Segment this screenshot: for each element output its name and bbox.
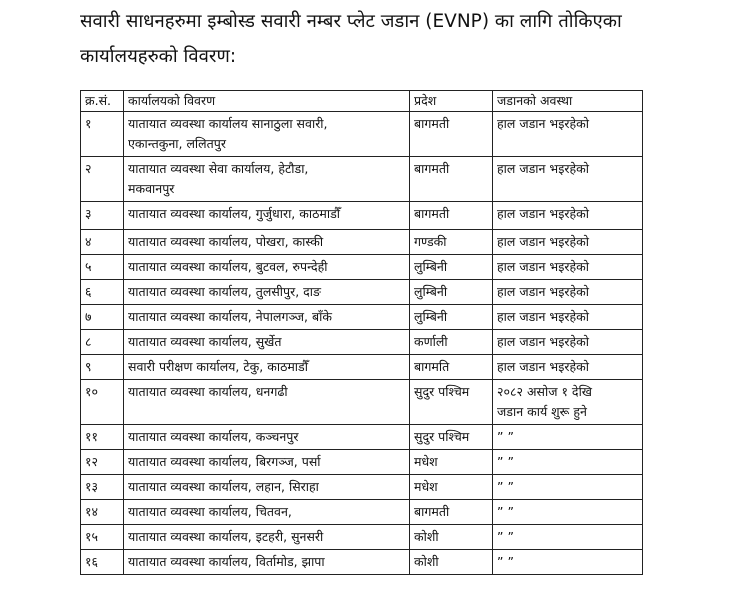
office-line: यातायात व्यवस्था सेवा कार्यालय, हेटौडा, (128, 161, 309, 176)
status-line: हाल जडान भइरहेको (497, 116, 589, 131)
row-serial: ३ (81, 202, 124, 230)
row-province: लुम्बिनी (410, 280, 493, 305)
row-status (493, 525, 643, 550)
row-serial: ७ (81, 305, 124, 330)
status-line: हाल जडान भइरहेको (497, 234, 589, 249)
status-line: ” ” (497, 454, 514, 469)
row-status (493, 425, 643, 450)
table-row (81, 450, 643, 475)
row-province: बागमति (410, 355, 493, 380)
header-office: कार्यालयको विवरण (124, 91, 410, 112)
row-status (493, 202, 643, 230)
header-status: जडानको अवस्था (493, 91, 643, 112)
table-row (81, 305, 643, 330)
row-office (124, 202, 410, 230)
table-body (81, 112, 643, 575)
row-serial: २ (81, 157, 124, 202)
status-line: जडान कार्य शुरू हुने (497, 404, 587, 419)
office-line: यातायात व्यवस्था कार्यालय, तुलसीपुर, दाङ (128, 284, 322, 299)
row-province: कोशी (410, 525, 493, 550)
office-line: सवारी परीक्षण कार्यालय, टेकु, काठमाडौँ (128, 359, 308, 374)
row-status (493, 450, 643, 475)
row-province: बागमती (410, 202, 493, 230)
row-serial: १ (81, 112, 124, 157)
status-line: ” ” (497, 479, 514, 494)
row-status (493, 500, 643, 525)
row-office (124, 305, 410, 330)
office-line: यातायात व्यवस्था कार्यालय, बिरगञ्ज, पर्सा (128, 454, 321, 469)
row-office (124, 230, 410, 255)
office-line: यातायात व्यवस्था कार्यालय, इटहरी, सुनसरी (128, 529, 324, 544)
row-province: बागमती (410, 500, 493, 525)
row-serial: १६ (81, 550, 124, 575)
heading-line-1: सवारी साधनहरुमा इम्बोस्ड सवारी नम्बर प्लेट जडान (EVNP) का लागि तोकिएका (80, 11, 622, 32)
status-line: ” ” (497, 554, 514, 569)
row-status (493, 380, 643, 425)
status-line: ” ” (497, 504, 514, 519)
status-line: हाल जडान भइरहेको (497, 206, 589, 221)
table-row (81, 330, 643, 355)
table-row (81, 475, 643, 500)
heading-line-2: कार्यालयहरुको विवरण: (80, 46, 237, 67)
table-row (81, 255, 643, 280)
office-line: यातायात व्यवस्था कार्यालय, धनगढी (128, 384, 288, 399)
office-line: यातायात व्यवस्था कार्यालय, सुर्खेत (128, 334, 282, 349)
row-office (124, 380, 410, 425)
office-line: यातायात व्यवस्था कार्यालय, नेपालगञ्ज, बाँके (128, 309, 332, 324)
office-line: यातायात व्यवस्था कार्यालय, बुटवल, रुपन्देही (128, 259, 328, 274)
offices-table (80, 90, 643, 575)
row-office (124, 330, 410, 355)
row-province: लुम्बिनी (410, 305, 493, 330)
row-status (493, 550, 643, 575)
row-province: कोशी (410, 550, 493, 575)
table-row (81, 500, 643, 525)
row-office (124, 280, 410, 305)
table-row (81, 112, 643, 157)
table-row (81, 280, 643, 305)
row-serial: ५ (81, 255, 124, 280)
status-line: ” ” (497, 429, 514, 444)
status-line: हाल जडान भइरहेको (497, 259, 589, 274)
row-serial: ८ (81, 330, 124, 355)
row-province: लुम्बिनी (410, 255, 493, 280)
row-status (493, 355, 643, 380)
status-line: २०८२ असोज १ देखि (497, 384, 593, 399)
table-row (81, 525, 643, 550)
table-row (81, 230, 643, 255)
status-line: हाल जडान भइरहेको (497, 284, 589, 299)
status-line: हाल जडान भइरहेको (497, 161, 589, 176)
table-row (81, 380, 643, 425)
status-line: हाल जडान भइरहेको (497, 359, 589, 374)
table-row (81, 202, 643, 230)
row-office (124, 475, 410, 500)
office-line: यातायात व्यवस्था कार्यालय, पोखरा, कास्की (128, 234, 324, 249)
office-line: यातायात व्यवस्था कार्यालय सानाठुला सवारी, (128, 116, 328, 131)
row-serial: १५ (81, 525, 124, 550)
table-header-row (81, 91, 643, 112)
row-status (493, 280, 643, 305)
row-office (124, 425, 410, 450)
table-row (81, 425, 643, 450)
header-province: प्रदेश (410, 91, 493, 112)
row-serial: ११ (81, 425, 124, 450)
row-province: सुदुर पश्चिम (410, 380, 493, 425)
table-row (81, 157, 643, 202)
row-serial: १२ (81, 450, 124, 475)
office-line: यातायात व्यवस्था कार्यालय, लहान, सिराहा (128, 479, 319, 494)
row-province: मधेश (410, 475, 493, 500)
row-office (124, 355, 410, 380)
row-office (124, 550, 410, 575)
office-line: यातायात व्यवस्था कार्यालय, कञ्चनपुर (128, 429, 299, 444)
row-status (493, 230, 643, 255)
office-line: एकान्तकुना, ललितपुर (128, 136, 226, 151)
office-line: यातायात व्यवस्था कार्यालय, चितवन, (128, 504, 292, 519)
row-office (124, 450, 410, 475)
status-line: ” ” (497, 529, 514, 544)
row-province: गण्डकी (410, 230, 493, 255)
row-status (493, 330, 643, 355)
table-row (81, 355, 643, 380)
row-province: बागमती (410, 112, 493, 157)
table-row (81, 550, 643, 575)
row-status (493, 255, 643, 280)
row-serial: १३ (81, 475, 124, 500)
row-serial: ४ (81, 230, 124, 255)
status-line: हाल जडान भइरहेको (497, 309, 589, 324)
row-status (493, 475, 643, 500)
office-line: मकवानपुर (128, 181, 175, 196)
office-line: यातायात व्यवस्था कार्यालय, गुर्जुधारा, काठमाडौँ (128, 206, 340, 221)
row-office (124, 112, 410, 157)
row-office (124, 525, 410, 550)
row-office (124, 255, 410, 280)
office-line: यातायात व्यवस्था कार्यालय, विर्तामोड, झापा (128, 554, 325, 569)
row-serial: ६ (81, 280, 124, 305)
row-serial: १० (81, 380, 124, 425)
row-status (493, 305, 643, 330)
row-province: कर्णाली (410, 330, 493, 355)
row-province: मधेश (410, 450, 493, 475)
row-status (493, 112, 643, 157)
row-office (124, 157, 410, 202)
row-status (493, 157, 643, 202)
page-heading (80, 4, 720, 74)
row-serial: १४ (81, 500, 124, 525)
status-line: हाल जडान भइरहेको (497, 334, 589, 349)
row-province: सुदुर पश्चिम (410, 425, 493, 450)
row-office (124, 500, 410, 525)
row-serial: ९ (81, 355, 124, 380)
header-serial: क्र.सं. (81, 91, 124, 112)
row-province: बागमती (410, 157, 493, 202)
